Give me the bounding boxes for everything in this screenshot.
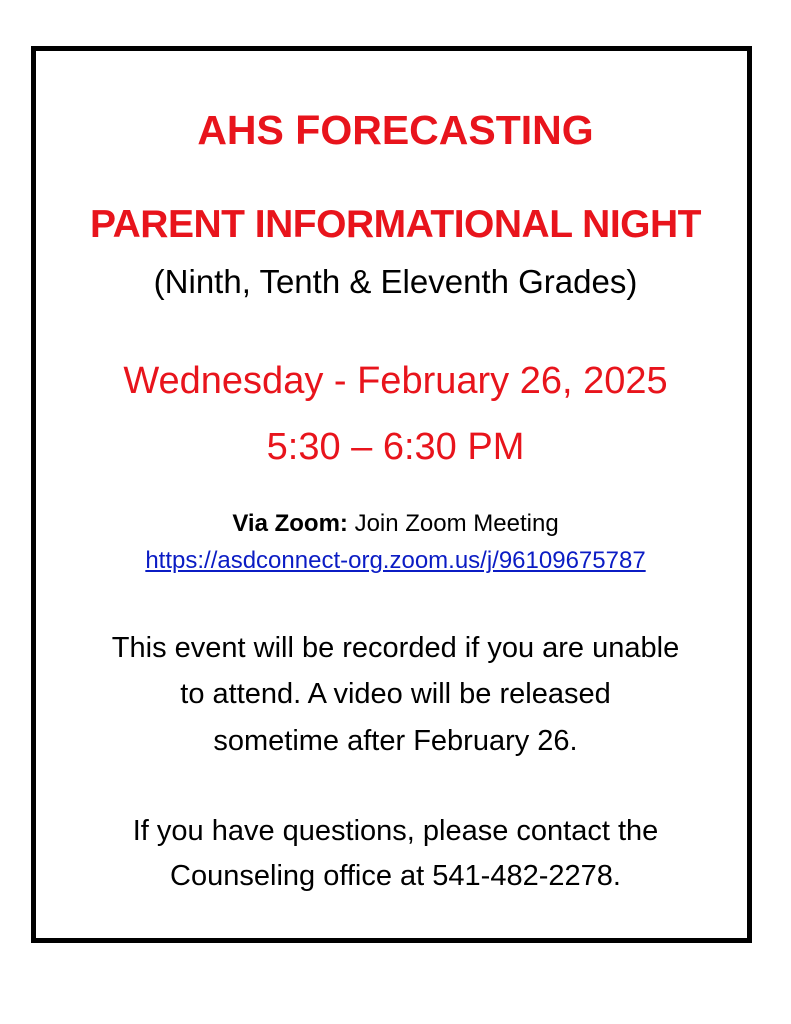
contact-line-2: Counseling office at 541-482-2278. (170, 860, 621, 892)
zoom-info (0, 512, 791, 536)
flyer-subtitle: PARENT INFORMATIONAL NIGHT (90, 203, 701, 246)
event-time: 5:30 – 6:30 PM (266, 426, 525, 468)
recording-line-3: sometime after February 26. (213, 725, 578, 757)
recording-line-1: This event will be recorded if you are unable (111, 632, 680, 664)
flyer-title: AHS FORECASTING (197, 107, 594, 153)
event-date: Wednesday - February 26, 2025 (123, 360, 668, 402)
contact-line-1: If you have questions, please contact the (132, 815, 659, 847)
grades-note: (Ninth, Tenth & Eleventh Grades) (153, 263, 638, 300)
zoom-label: Via Zoom: (232, 510, 348, 537)
zoom-meeting-link[interactable]: https://asdconnect-org.zoom.us/j/96109675787 (145, 547, 646, 574)
recording-line-2: to attend. A video will be released (180, 678, 611, 710)
zoom-text: Join Zoom Meeting (347, 510, 559, 537)
flyer-border (31, 46, 752, 943)
zoom-link-row (0, 549, 791, 573)
